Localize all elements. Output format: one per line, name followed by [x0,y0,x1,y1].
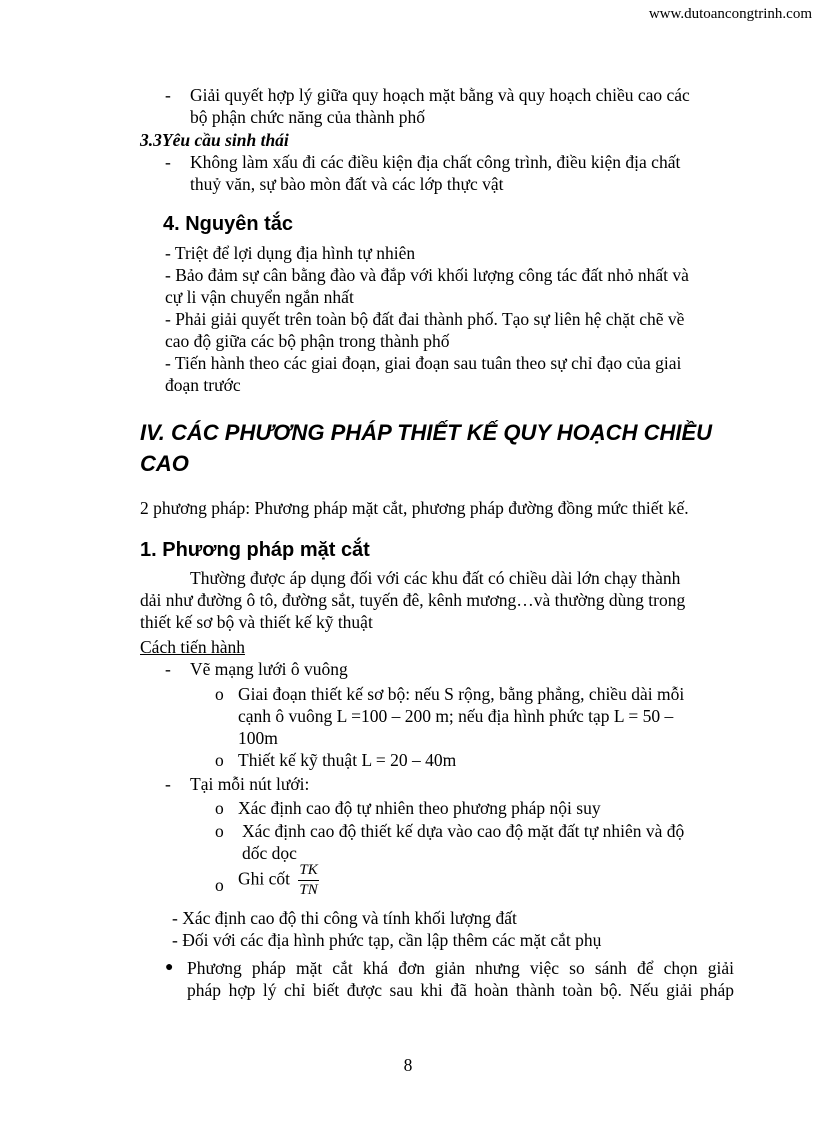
principle-line: - Bảo đảm sự cân bằng đào và đắp với khối lượng công tác đất nhỏ nhất và [165,265,689,285]
intro-paragraph [140,567,740,633]
sub-list-line: Thiết kế kỹ thuật L = 20 – 40m [238,750,457,770]
sub-list-line: Xác định cao độ tự nhiên theo phương pháp nội suy [238,798,601,818]
ghi-cot-label: Ghi cốt [238,868,291,889]
principle-line: cao độ giữa các bộ phận trong thành phố [165,331,450,351]
header-website-url: www.dutoancongtrinh.com [648,6,812,22]
dash-marker: - [165,152,171,172]
bullet-line: Phương pháp mặt cắt khá đơn giản nhưng việc so sánh để chọn giải [187,958,734,978]
extra-steps [172,907,752,951]
list-item-line: Không làm xấu đi các điều kiện địa chất công trình, điều kiện địa chất [190,152,681,172]
list-item-line: Tại mỗi nút lưới: [190,774,310,794]
dash-marker: - [165,774,171,794]
list-item-line: bộ phận chức năng của thành phố [190,107,425,127]
bullet-marker: ● [165,960,174,975]
elevation-fraction [298,861,318,900]
circle-marker: o [215,821,224,841]
list-item-line: Vẽ mạng lưới ô vuông [190,659,348,679]
principle-line: đoạn trước [165,375,241,395]
paragraph-line: Thường được áp dụng đối với các khu đất có chiều dài lớn chạy thành [190,568,681,588]
sub-list-line: Xác định cao độ thiết kế dựa vào cao độ mặt đất tự nhiên và độ [242,821,685,841]
bullet-line: pháp hợp lý chỉ biết được sau khi đã hoàn thành toàn bộ. Nếu giải pháp [187,980,734,1000]
section-heading-4: 4. Nguyên tắc [163,213,294,235]
sub-list-line: Giai đoạn thiết kế sơ bộ: nếu S rộng, bằng phẳng, chiều dài mỗi [238,684,685,704]
fraction-denominator: TN [299,882,318,898]
paragraph-line: thiết kế sơ bộ và thiết kế kỹ thuật [140,612,373,632]
sub-list-line: cạnh ô vuông L =100 – 200 m; nếu địa hình phức tạp L = 50 – [238,706,674,726]
principles-block [165,242,755,396]
extra-step-line: - Xác định cao độ thi công và tính khối lượng đất [172,908,517,928]
chapter-heading-line: IV. CÁC PHƯƠNG PHÁP THIẾT KẾ QUY HOẠCH CHIỀU [140,420,713,445]
paragraph-line: dải như đường ô tô, đường sắt, tuyến đê, kênh mương…và thường dùng trong [140,590,686,610]
dash-marker: - [165,85,171,105]
chapter-heading-IV [140,417,740,479]
chapter-heading-line: CAO [140,451,189,476]
fraction-numerator: TK [298,861,318,881]
section-heading-3-3: 3.3Yêu cầu sinh thái [140,130,289,150]
circle-marker: o [215,798,224,818]
principle-line: - Triệt để lợi dụng địa hình tự nhiên [165,243,416,263]
list-item-line: thuỷ văn, sự bào mòn đất và các lớp thực vật [190,174,504,194]
circle-marker: o [215,684,224,704]
principle-line: - Tiến hành theo các giai đoạn, giai đoạn sau tuân theo sự chỉ đạo của giai [165,353,682,373]
dash-marker: - [165,659,171,679]
page-number: 8 [403,1055,413,1075]
sub-list-line: 100m [238,728,278,748]
extra-step-line: - Đối với các địa hình phức tạp, cần lập thêm các mặt cắt phụ [172,930,602,950]
section-heading-1: 1. Phương pháp mặt cắt [140,539,370,561]
principle-line: cự li vận chuyển ngắn nhất [165,287,354,307]
methods-intro: 2 phương pháp: Phương pháp mặt cắt, phương pháp đường đồng mức thiết kế. [140,498,689,518]
list-item-line: Giải quyết hợp lý giữa quy hoạch mặt bằng và quy hoạch chiều cao các [190,85,690,105]
method-label: Cách tiến hành [140,637,245,657]
circle-marker: o [215,875,224,895]
sub-list-line: dốc dọc [242,843,297,863]
circle-marker: o [215,750,224,770]
principle-line: - Phải giải quyết trên toàn bộ đất đai thành phố. Tạo sự liên hệ chặt chẽ về [165,309,685,329]
